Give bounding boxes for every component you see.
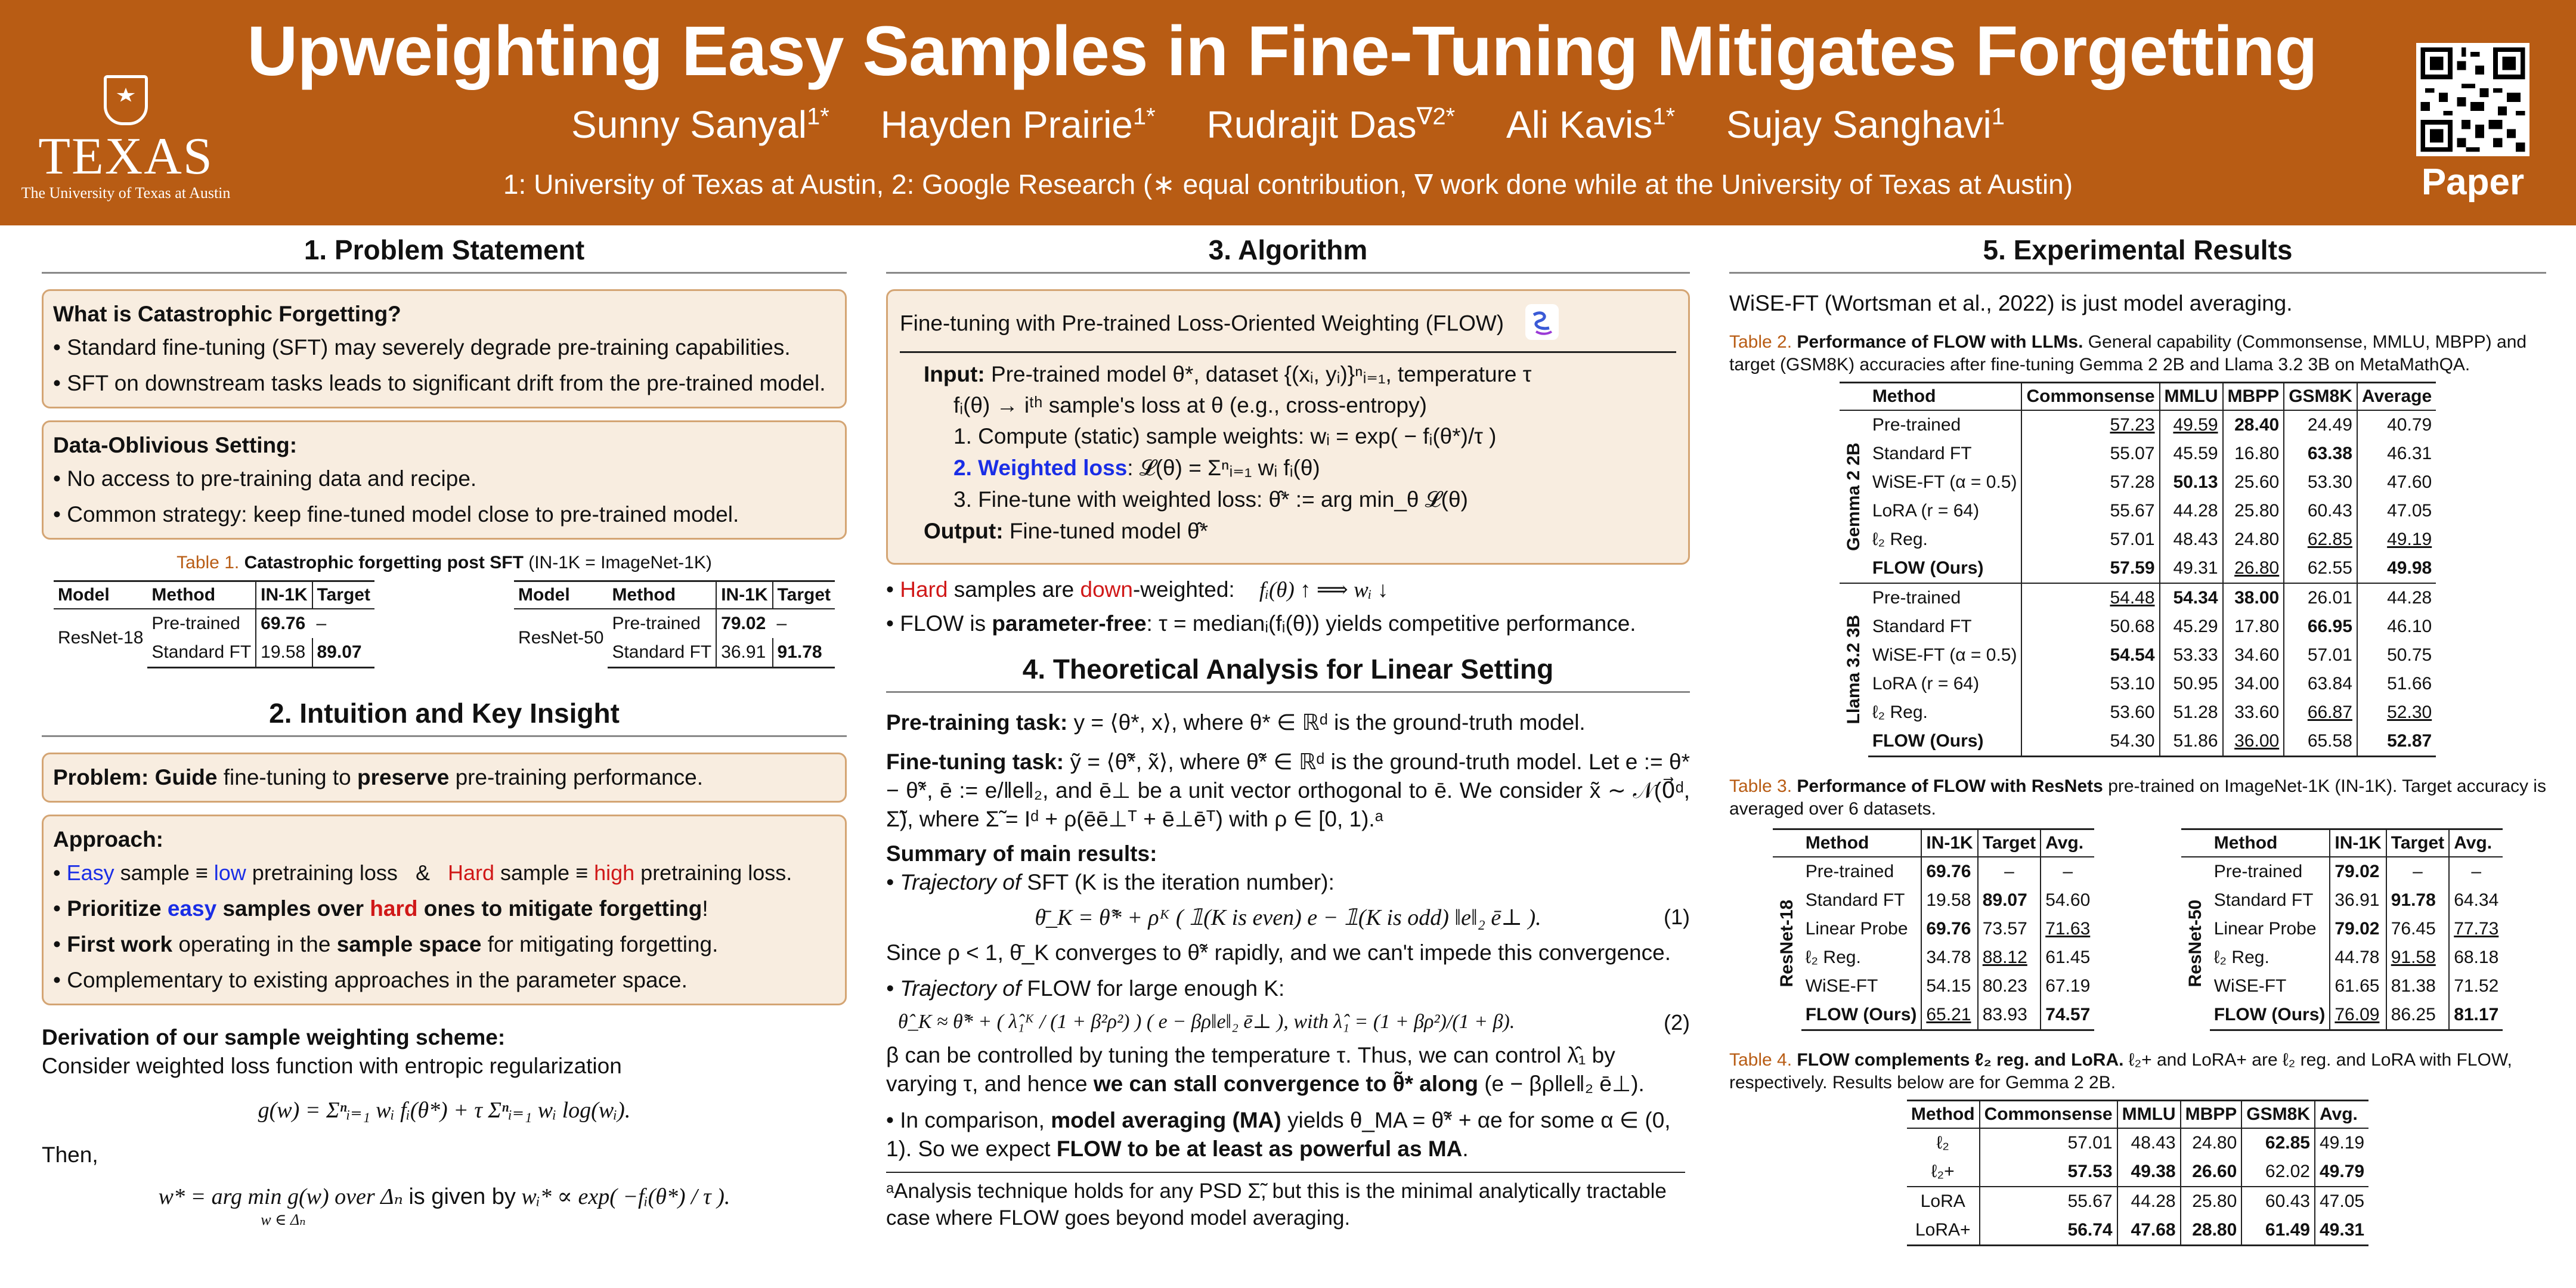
table3-right: Method IN-1K Target Avg. ResNet-50 Pre-trained 79.02 – – Standard FT 36.91 91.78 64.34 Linear Probe 79.02 76.45 77.73 ℓ₂ Reg. 44.78 91.58 68.18 WiSE-FT 61.65 81.38 71.52 FLOW (Ours) 76.09 86.25 81.17: [2181, 828, 2503, 1031]
algorithm-title: Fine-tuning with Pre-trained Loss-Oriented Weighting (FLOW): [900, 304, 1676, 353]
algo-loss-def: fᵢ(θ) → iᵗʰ sample's loss at θ (e.g., cross-entropy): [953, 393, 1427, 417]
section-title: 3. Algorithm: [886, 234, 1690, 274]
section-title: 4. Theoretical Analysis for Linear Setting: [886, 653, 1690, 693]
equation: w* = arg min g(w) over Δₙ is given by wᵢ* ∝ exp( −fᵢ(θ*) / τ ). w ∈ Δₙ: [158, 1184, 730, 1228]
bullet: • Standard fine-tuning (SFT) may severely degrade pre-training capabilities.: [53, 335, 791, 360]
pretrain-task: Pre-training task: y = ⟨θ*, x⟩, where θ* ∈ ℝᵈ is the ground-truth model.: [886, 710, 1586, 735]
beta-note: β can be controlled by tuning the temperature τ. Thus, we can control λ̂₁ by varying τ, and hence we can stall convergence to θ̃* along (e − βρ‖e‖₂ ē⊥).: [886, 1043, 1645, 1097]
paper-link[interactable]: Paper: [2421, 162, 2525, 203]
table4-grid: Method Commonsense MMLU MBPP GSM8K Avg. ℓ₂ 57.01 48.43 24.80 62.85 49.19 ℓ₂+ 57.53 49.38 26.60 62.02 49.79 LoRA 55.67 44.28 25.80 60.43 47.05 LoRA+ 56.74 47.68 28.80 61.49 49.31: [1907, 1100, 2368, 1246]
author-list: [239, 103, 2337, 147]
table3: [1729, 828, 2546, 1031]
column-right: [1729, 234, 2546, 1288]
derivation: [42, 1023, 847, 1230]
column-left: [42, 234, 847, 1288]
box-approach: [42, 815, 847, 1005]
section-title: 1. Problem Statement: [42, 234, 847, 274]
column-middle: [886, 234, 1690, 1288]
qr-code-icon[interactable]: [2416, 43, 2529, 156]
ut-austin-logo: [16, 75, 236, 202]
table2: [1729, 382, 2546, 757]
table1-caption: Table 1. Catastrophic forgetting post SFT (IN-1K = ImageNet-1K): [177, 553, 712, 572]
footnote: ᵃAnalysis technique holds for any PSD Σ̃, but this is the minimal analytically tractable case where FLOW goes beyond model averaging.: [886, 1172, 1685, 1232]
author: Sujay Sanghavi$^1$: [1726, 103, 2005, 146]
flow-icon: [1525, 304, 1559, 345]
affiliations: 1: University of Texas at Austin, 2: Google Research (∗ equal contribution, ∇ work done while at the University of Texas at Austin): [503, 169, 2073, 200]
algo-step: 1. Compute (static) sample weights: wᵢ = exp( − fᵢ(θ*)/τ ): [953, 424, 1497, 448]
box-data-oblivious: [42, 420, 847, 540]
algo-input: Input: Pre-trained model θ*, dataset {(xᵢ, yᵢ)}ⁿᵢ₌₁, temperature τ: [924, 362, 1532, 386]
box-heading: What is Catastrophic Forgetting?: [53, 302, 401, 326]
derivation-heading: Derivation of our sample weighting scheme:: [42, 1024, 506, 1049]
equation: g(w) = Σⁿᵢ₌₁ wᵢ fᵢ(θ*) + τ Σⁿᵢ₌₁ wᵢ log(wᵢ).: [258, 1097, 631, 1123]
author: Sunny Sanyal$^{1*}$: [571, 103, 829, 146]
bullet: • Prioritize easy samples over hard ones to mitigate forgetting!: [53, 896, 708, 921]
trajectory-sft: • Trajectory of SFT (K is the iteration number):: [886, 870, 1335, 895]
equation-2: θ̂_K ≈ θ̃* + ( λ̂₁ᴷ / (1 + β²ρ²) ) ( e − βρ‖e‖₂ ē⊥ ), with λ̂₁ = (1 + βρ²)/(1 + β). (2): [898, 1010, 1690, 1035]
table1-left: Model Method IN-1K Target ResNet-18 Pre-trained 69.76 – Standard FT 19.58 89.07: [54, 580, 374, 668]
table3-caption: Table 3. Performance of FLOW with ResNets pre-trained on ImageNet-1K (IN-1K). Target accuracy is averaged over 6 datasets.: [1729, 776, 2546, 819]
algo-output: Output: Fine-tuned model θ̂*: [924, 519, 1209, 543]
section-title: 2. Intuition and Key Insight: [42, 697, 847, 737]
section-title: 5. Experimental Results: [1729, 234, 2546, 274]
theory-content: [886, 708, 1690, 1232]
derivation-text: Consider weighted loss function with entropic regularization: [42, 1053, 622, 1078]
logo-subtext: The University of Texas at Austin: [21, 184, 231, 202]
box-heading: Data-Oblivious Setting:: [53, 433, 298, 457]
bullet: • Hard samples are down-weighted: fᵢ(θ) ↑ ⟹ wᵢ ↓: [886, 577, 1389, 602]
summary-heading: Summary of main results:: [886, 841, 1157, 866]
table3-left: Method IN-1K Target Avg. ResNet-18 Pre-trained 69.76 – – Standard FT 19.58 89.07 54.60 Linear Probe 69.76 73.57 71.63 ℓ₂ Reg. 34.78 88.12 61.45 WiSE-FT 54.15 80.23 67.19 FLOW (Ours) 65.21 83.93 74.57: [1773, 828, 2095, 1031]
algo-step: 3. Fine-tune with weighted loss: θ̂* := arg min_θ 𝓛(θ): [953, 487, 1468, 512]
author: Hayden Prairie$^{1*}$: [880, 103, 1156, 146]
convergence-note: Since ρ < 1, θ̄_K converges to θ̃* rapidly, and we can't impede this convergence.: [886, 940, 1671, 965]
box-heading: Approach:: [53, 826, 163, 852]
bullet: • Common strategy: keep fine-tuned model close to pre-trained model.: [53, 502, 739, 527]
box-forgetting: [42, 289, 847, 408]
author: Rudrajit Das$^{\nabla 2*}$: [1206, 103, 1456, 146]
shield-icon: [104, 75, 148, 125]
problem-line: Problem: Guide fine-tuning to preserve pre-training performance.: [53, 764, 703, 789]
derivation-text: Then,: [42, 1143, 98, 1168]
table1: [42, 580, 847, 668]
logo-text: TEXAS: [38, 128, 213, 185]
bullet: • SFT on downstream tasks leads to significant drift from the pre-trained model.: [53, 371, 826, 395]
bullet: • First work operating in the sample space for mitigating forgetting.: [53, 931, 719, 956]
table2-grid: Method Commonsense MMLU MBPP GSM8K Average Gemma 2 2B Pre-trained 57.23 49.59 28.40 24.49 40.79 Standard FT 55.07 45.59 16.80 63.38 46.31 WiSE-FT (α = 0.5) 57.28 50.13 25.60 53.30 47.60 LoRA (r = 64) 55.67 44.28 25.80 60.43 47.05 ℓ₂ Reg. 57.01 48.43 24.80 62.85 49.19 FLOW (Ours) 57.59 49.31 26.80 62.55 49.98 Llama 3.2 3B Pre-trained 54.48 54.34 38.00 26.01 44.28 Standard FT 50.68 45.29 17.80 66.95 46.10 WiSE-FT (α = 0.5) 54.54 53.33 34.60 57.01 50.75 LoRA (r = 64) 53.10 50.95 34.00 63.84 51.66 ℓ₂ Reg. 53.60 51.28 33.60 66.87 52.30 FLOW (Ours) 54.30 51.86 36.00 65.58 52.87: [1840, 382, 2436, 757]
equation-1: θ̄_K = θ̃* + ρᴷ ( 𝟙(K is even) e − 𝟙(K is odd) ‖e‖₂ ē⊥ ). (1): [1035, 904, 1690, 930]
table2-caption: Table 2. Performance of FLOW with LLMs. General capability (Commonsense, MMLU, MBPP) and target (GSM8K) accuracies after fine-tuning Gemma 2 2B and Llama 3.2 3B on MetaMathQA.: [1729, 332, 2527, 374]
algorithm-box: [886, 289, 1690, 565]
finetune-task: Fine-tuning task: ỹ = ⟨θ̃*, x̃⟩, where θ̃* ∈ ℝᵈ is the ground-truth model. Let e := θ* − θ̃*, ē := e/‖e‖₂, and ē⊥ be a unit vector orthogonal to ē. We consider x̃ ∼ 𝒩(0⃗ᵈ, Σ̃), where Σ̃ = Iᵈ + ρ(ēē⊥ᵀ + ē⊥ēᵀ) with ρ ∈ [0, 1).ᵃ: [886, 750, 1690, 832]
header-banner: [0, 0, 2576, 225]
table1-right: Model Method IN-1K Target ResNet-50 Pre-trained 79.02 – Standard FT 36.91 91.78: [514, 580, 835, 668]
bullet: • Easy sample ≡ low pretraining loss & Hard sample ≡ high pretraining loss.: [53, 860, 792, 885]
box-problem: [42, 753, 847, 803]
poster-title: Upweighting Easy Samples in Fine-Tuning Mitigates Forgetting: [247, 12, 2317, 91]
results-intro: WiSE-FT (Wortsman et al., 2022) is just model averaging.: [1729, 291, 2293, 315]
table4: [1729, 1100, 2546, 1246]
bullet: • No access to pre-training data and recipe.: [53, 466, 477, 491]
bullet: • Complementary to existing approaches in the parameter space.: [53, 967, 688, 992]
model-averaging-note: • In comparison, model averaging (MA) yields θ_MA = θ̃* + αe for some α ∈ (0, 1). So we expect FLOW to be at least as powerful as MA.: [886, 1107, 1671, 1161]
author: Ali Kavis$^{1*}$: [1506, 103, 1676, 146]
bullet: • FLOW is parameter-free: τ = medianᵢ(fᵢ(θ)) yields competitive performance.: [886, 611, 1636, 636]
table4-caption: Table 4. FLOW complements ℓ₂ reg. and LoRA. ℓ₂+ and LoRA+ are ℓ₂ reg. and LoRA with FLOW, respectively. Results below are for Gemma 2 2B.: [1729, 1050, 2512, 1092]
trajectory-flow: • Trajectory of FLOW for large enough K:: [886, 976, 1285, 1001]
algo-step: 2. Weighted loss: 𝓛(θ) = Σⁿᵢ₌₁ wᵢ fᵢ(θ): [953, 456, 1320, 480]
